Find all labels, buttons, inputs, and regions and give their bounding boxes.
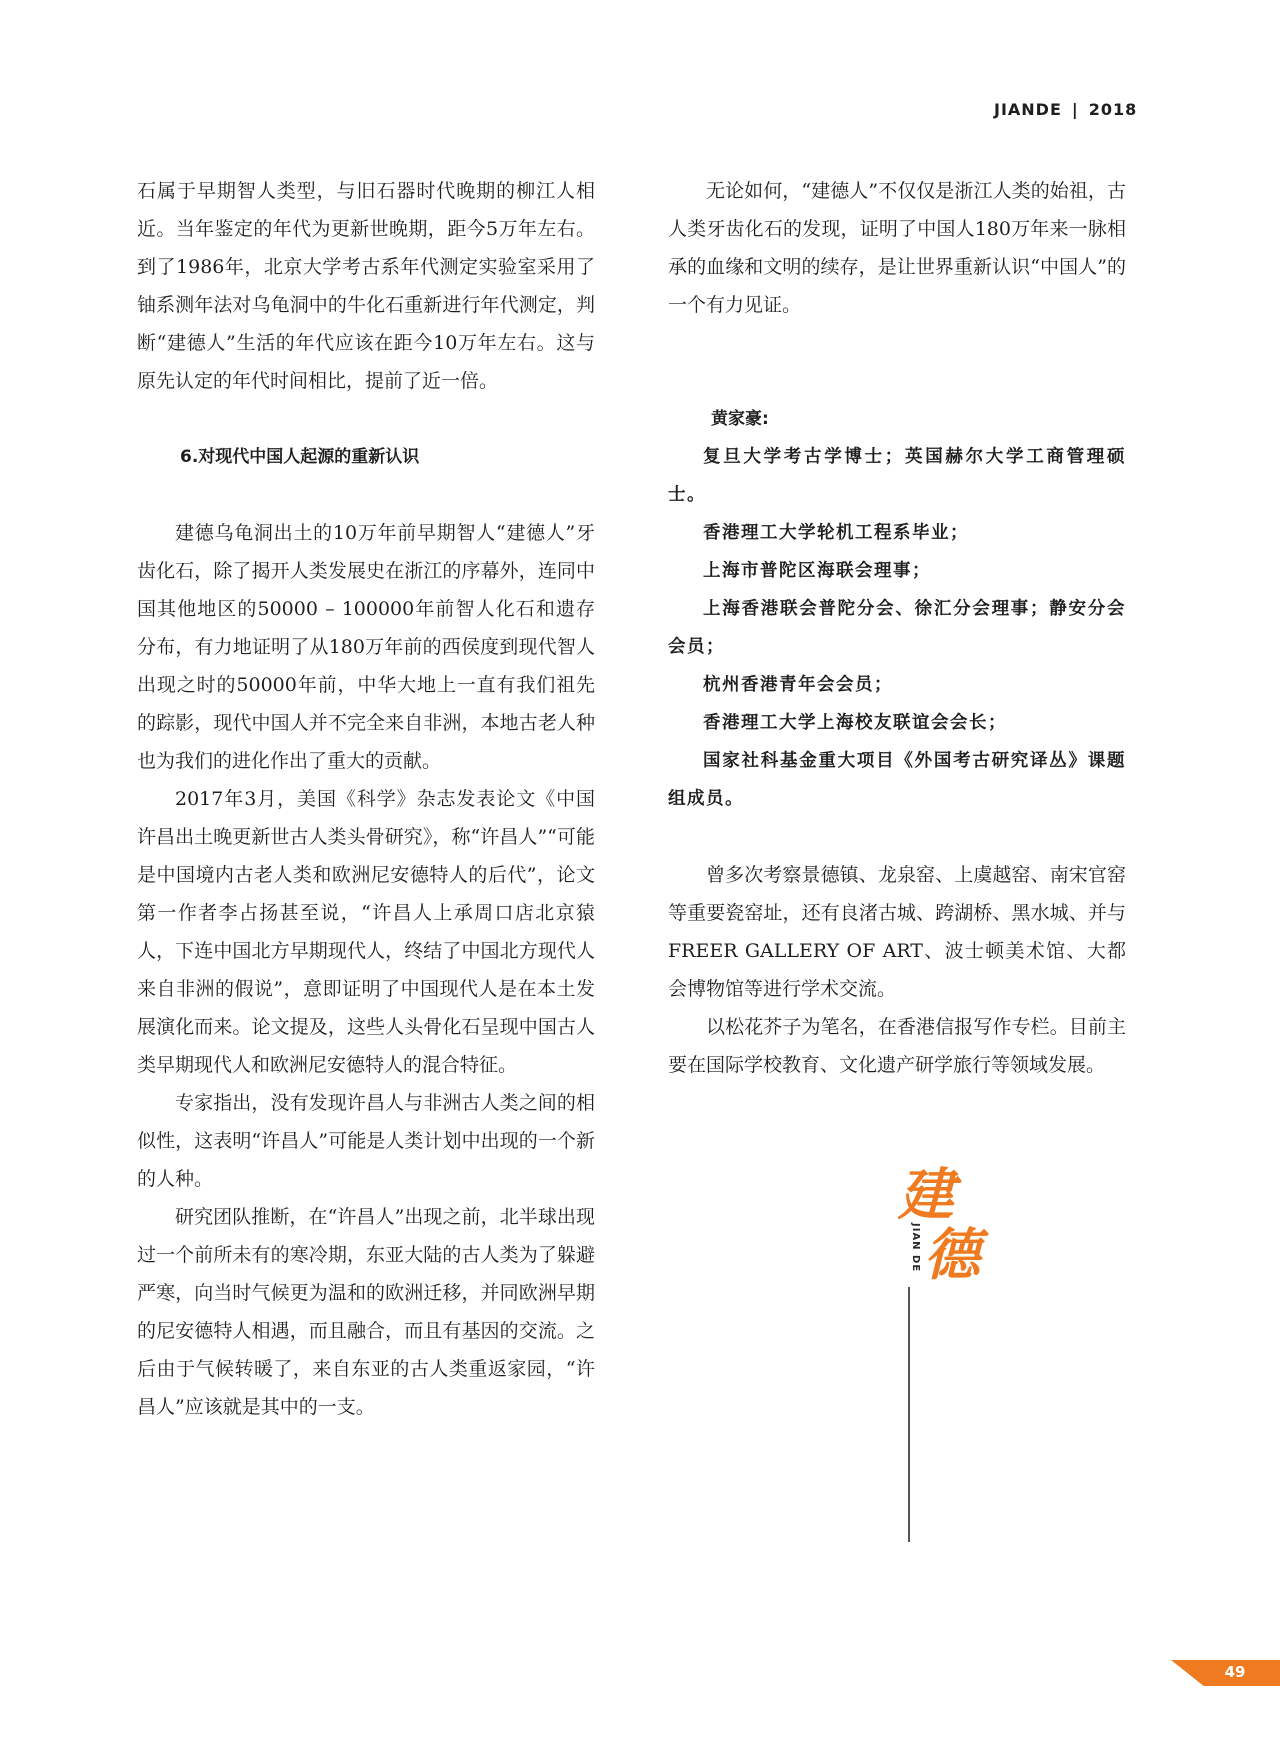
spacer xyxy=(668,818,1126,856)
bio-name: 黄家豪: xyxy=(711,409,769,429)
right-paragraph-1: 无论如何，“建德人”不仅仅是浙江人类的始祖，古人类牙齿化石的发现，证明了中国人180万年来一脉相承的血缘和文明的续存，是让世界重新认识“中国人”的一个有力见证。 xyxy=(668,180,1126,316)
logo-char-de: 德 xyxy=(924,1222,980,1288)
header-year: 2018 xyxy=(1088,99,1138,119)
bio-item: 上海香港联会普陀分会、徐汇分会理事；静安分会会员； xyxy=(668,599,1126,657)
bio-item: 复旦大学考古学博士；英国赫尔大学工商管理硕士。 xyxy=(668,447,1126,505)
spacer xyxy=(668,324,1126,400)
logo-char-jian: 建 xyxy=(898,1162,954,1228)
bio-item: 香港理工大学轮机工程系毕业； xyxy=(703,523,969,543)
header-separator: | xyxy=(1071,99,1079,119)
spacer xyxy=(137,476,595,514)
left-paragraph-3: 2017年3月，美国《科学》杂志发表论文《中国许昌出土晚更新世古人类头骨研究》，称“许昌人”“可能是中国境内古老人类和欧洲尼安德特人的后代”，论文第一作者李占扬甚至说，“许昌人上承周口店北京猿人，下连中国北方早期现代人，终结了中国北方现代人来自非洲的假说”，意即证明了中国现代人是在本土发展演化而来。论文提及，这些人头骨化石呈现中国古人类早期现代人和欧洲尼安德特人的混合特征。 xyxy=(137,788,595,1076)
bio-item: 国家社科基金重大项目《外国考古研究译丛》课题组成员。 xyxy=(668,751,1126,809)
right-column xyxy=(668,172,1126,1084)
jiande-logo xyxy=(898,1157,988,1387)
magazine-name: JIANDE xyxy=(994,99,1062,119)
logo-pinyin: JIAN DE xyxy=(910,1223,921,1273)
right-paragraph-3: 以松花芥子为笔名，在香港信报写作专栏。目前主要在国际学校教育、文化遗产研学旅行等领域发展。 xyxy=(668,1016,1126,1076)
running-header xyxy=(994,98,1137,120)
spacer xyxy=(137,400,595,438)
bio-item: 香港理工大学上海校友联谊会会长； xyxy=(703,713,1007,733)
left-paragraph-1: 石属于早期智人类型，与旧石器时代晚期的柳江人相近。当年鉴定的年代为更新世晚期，距今5万年左右。到了1986年，北京大学考古系年代测定实验室采用了铀系测年法对乌龟洞中的牛化石重新进行年代测定，判断“建德人”生活的年代应该在距今10万年左右。这与原先认定的年代时间相比，提前了近一倍。 xyxy=(137,180,595,392)
bio-item: 杭州香港青年会会员； xyxy=(703,675,893,695)
logo-rule xyxy=(908,1287,910,1542)
left-column xyxy=(137,172,595,1426)
bio-item: 上海市普陀区海联会理事； xyxy=(703,561,931,581)
right-paragraph-2: 曾多次考察景德镇、龙泉窑、上虞越窑、南宋官窑等重要瓷窑址，还有良渚古城、跨湖桥、黑水城、并与FREER GALLERY OF ART、波士顿美术馆、大都会博物馆等进行学术交流。 xyxy=(668,864,1126,1000)
section-heading: 6.对现代中国人起源的重新认识 xyxy=(180,447,420,467)
left-paragraph-2: 建德乌龟洞出土的10万年前早期智人“建德人”牙齿化石，除了揭开人类发展史在浙江的序幕外，连同中国其他地区的50000 – 100000年前智人化石和遗存分布，有力地证明了从180万年前的西侯度到现代智人出现之时的50000年前，中华大地上一直有我们祖先的踪影，现代中国人并不完全来自非洲，本地古老人种也为我们的进化作出了重大的贡献。 xyxy=(137,522,595,772)
page-number: 49 xyxy=(1224,1663,1246,1681)
left-paragraph-5: 研究团队推断，在“许昌人”出现之前，北半球出现过一个前所未有的寒冷期，东亚大陆的古人类为了躲避严寒，向当时气候更为温和的欧洲迁移，并同欧洲早期的尼安德特人相遇，而且融合，而且有基因的交流。之后由于气候转暖了，来自东亚的古人类重返家园，“许昌人”应该就是其中的一支。 xyxy=(137,1206,595,1418)
left-paragraph-4: 专家指出，没有发现许昌人与非洲古人类之间的相似性，这表明“许昌人”可能是人类计划中出现的一个新的人种。 xyxy=(137,1092,595,1190)
